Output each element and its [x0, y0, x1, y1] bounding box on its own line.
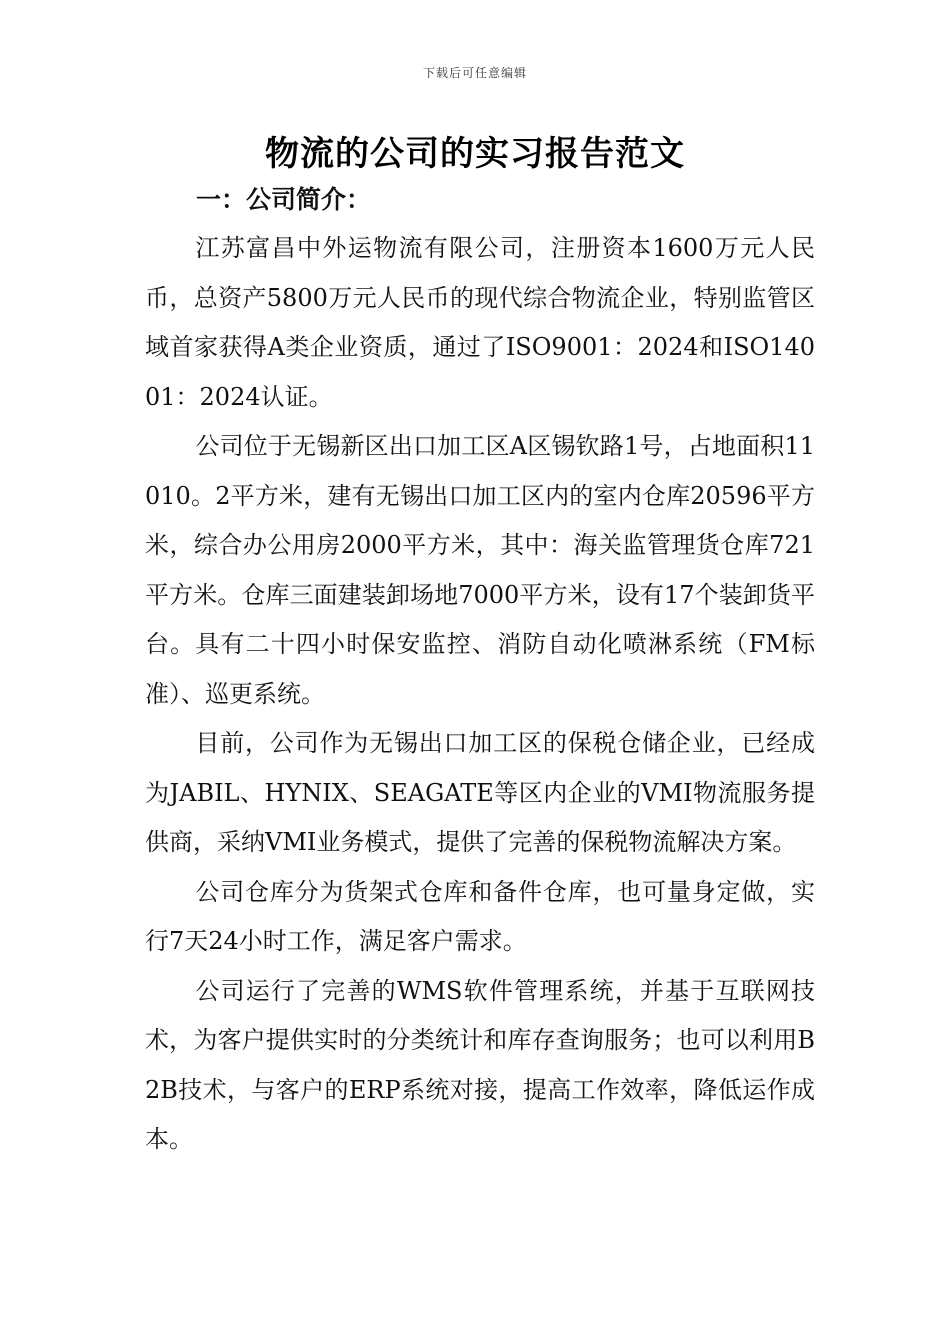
paragraph-wms-system: 公司运行了完善的WMS软件管理系统，并基于互联网技术，为客户提供实时的分类统计和库存查询服务；也可以利用B2B技术，与客户的ERP系统对接，提高工作效率，降低运作成本。: [145, 976, 815, 1153]
header-note: 下载后可任意编辑: [422, 66, 527, 80]
document-title: 物流的公司的实习报告范文: [265, 134, 685, 174]
document-body: [145, 224, 815, 1165]
section-heading: 一：公司简介：: [196, 185, 372, 214]
paragraph-bonded-warehousing: 目前，公司作为无锡出口加工区的保税仓储企业，已经成为JABIL、HYNIX、SEAGATE等区内企业的VMI物流服务提供商，采纳VMI业务模式，提供了完善的保税物流解决方案。: [145, 729, 815, 856]
paragraph-warehouse-types: 公司仓库分为货架式仓库和备件仓库，也可量身定做，实行7天24小时工作，满足客户需求。: [145, 877, 815, 955]
paragraph-company-overview: 江苏富昌中外运物流有限公司，注册资本1600万元人民币，总资产5800万元人民币的现代综合物流企业，特别监管区域首家获得A类企业资质，通过了ISO9001：2024和ISO14001：2024认证。: [145, 234, 815, 411]
paragraph-location-facilities: 公司位于无锡新区出口加工区A区锡钦路1号，占地面积11010。2平方米，建有无锡出口加工区内的室内仓库20596平方米，综合办公用房2000平方米，其中：海关监管理货仓库721平方米。仓库三面建装卸场地7000平方米，设有17个装卸货平台。具有二十四小时保安监控、消防自动化喷淋系统（FM标准）、巡更系统。: [145, 432, 815, 708]
